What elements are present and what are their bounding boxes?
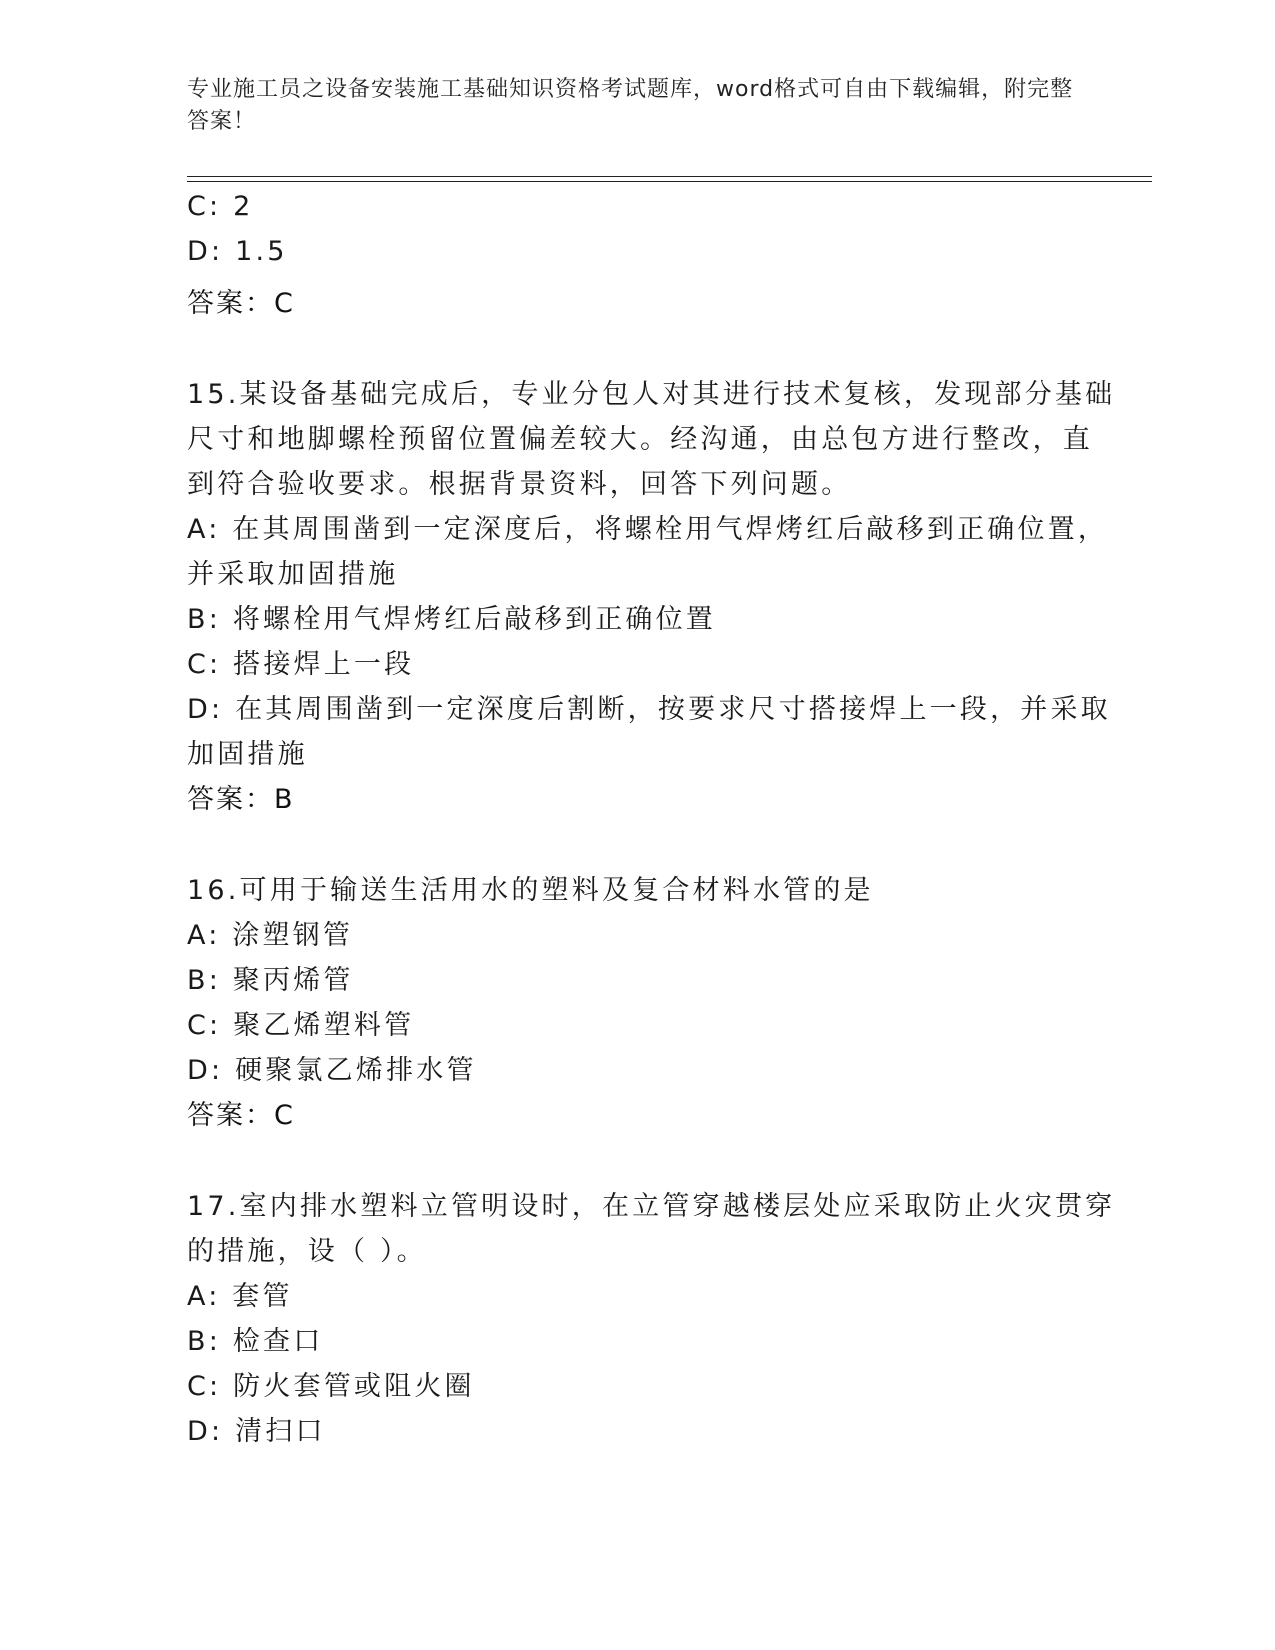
- q16-answer: 答案：C: [187, 1100, 295, 1131]
- q16-option-d: D: 硬聚氯乙烯排水管: [187, 1055, 477, 1086]
- q16-stem: 16.可用于输送生活用水的塑料及复合材料水管的是: [187, 875, 874, 906]
- q17-stem-line2: 的措施，设（ ）。: [187, 1236, 427, 1267]
- document-header: [187, 74, 1087, 138]
- q15-option-d-line1: D: 在其周围凿到一定深度后割断，按要求尺寸搭接焊上一段，并采取: [187, 694, 1111, 725]
- q15-option-c: C: 搭接焊上一段: [187, 649, 415, 680]
- q14-option-d: D: 1.5: [187, 236, 288, 267]
- q14-option-c: C: 2: [187, 191, 254, 222]
- q14-answer: 答案：C: [187, 288, 295, 319]
- header-rule-bottom: [187, 181, 1152, 182]
- q17-option-b: B: 检查口: [187, 1326, 324, 1357]
- q15-answer: 答案：B: [187, 784, 295, 815]
- q16-option-b: B: 聚丙烯管: [187, 965, 354, 996]
- q15-stem-line3: 到符合验收要求。根据背景资料，回答下列问题。: [187, 469, 852, 500]
- q15-option-a-line2: 并采取加固措施: [187, 559, 399, 590]
- header-rule-top: [187, 176, 1152, 177]
- q15-stem-line1: 15.某设备基础完成后，专业分包人对其进行技术复核，发现部分基础: [187, 379, 1116, 410]
- q16-option-a: A: 涂塑钢管: [187, 920, 354, 951]
- q15-option-d-line2: 加固措施: [187, 739, 308, 770]
- q15-option-b: B: 将螺栓用气焊烤红后敲移到正确位置: [187, 604, 717, 635]
- q15-option-a-line1: A: 在其周围凿到一定深度后，将螺栓用气焊烤红后敲移到正确位置，: [187, 514, 1109, 545]
- header-title: 专业施工员之设备安装施工基础知识资格考试题库，word格式可自由下载编辑，附完整答案！: [187, 77, 1074, 134]
- q16-option-c: C: 聚乙烯塑料管: [187, 1010, 415, 1041]
- q17-option-c: C: 防火套管或阻火圈: [187, 1371, 475, 1402]
- q17-stem-line1: 17.室内排水塑料立管明设时，在立管穿越楼层处应采取防止火灾贯穿: [187, 1191, 1116, 1222]
- q17-option-a: A: 套管: [187, 1281, 293, 1312]
- q17-option-d: D: 清扫口: [187, 1416, 326, 1447]
- q15-stem-line2: 尺寸和地脚螺栓预留位置偏差较大。经沟通，由总包方进行整改，直: [187, 424, 1093, 455]
